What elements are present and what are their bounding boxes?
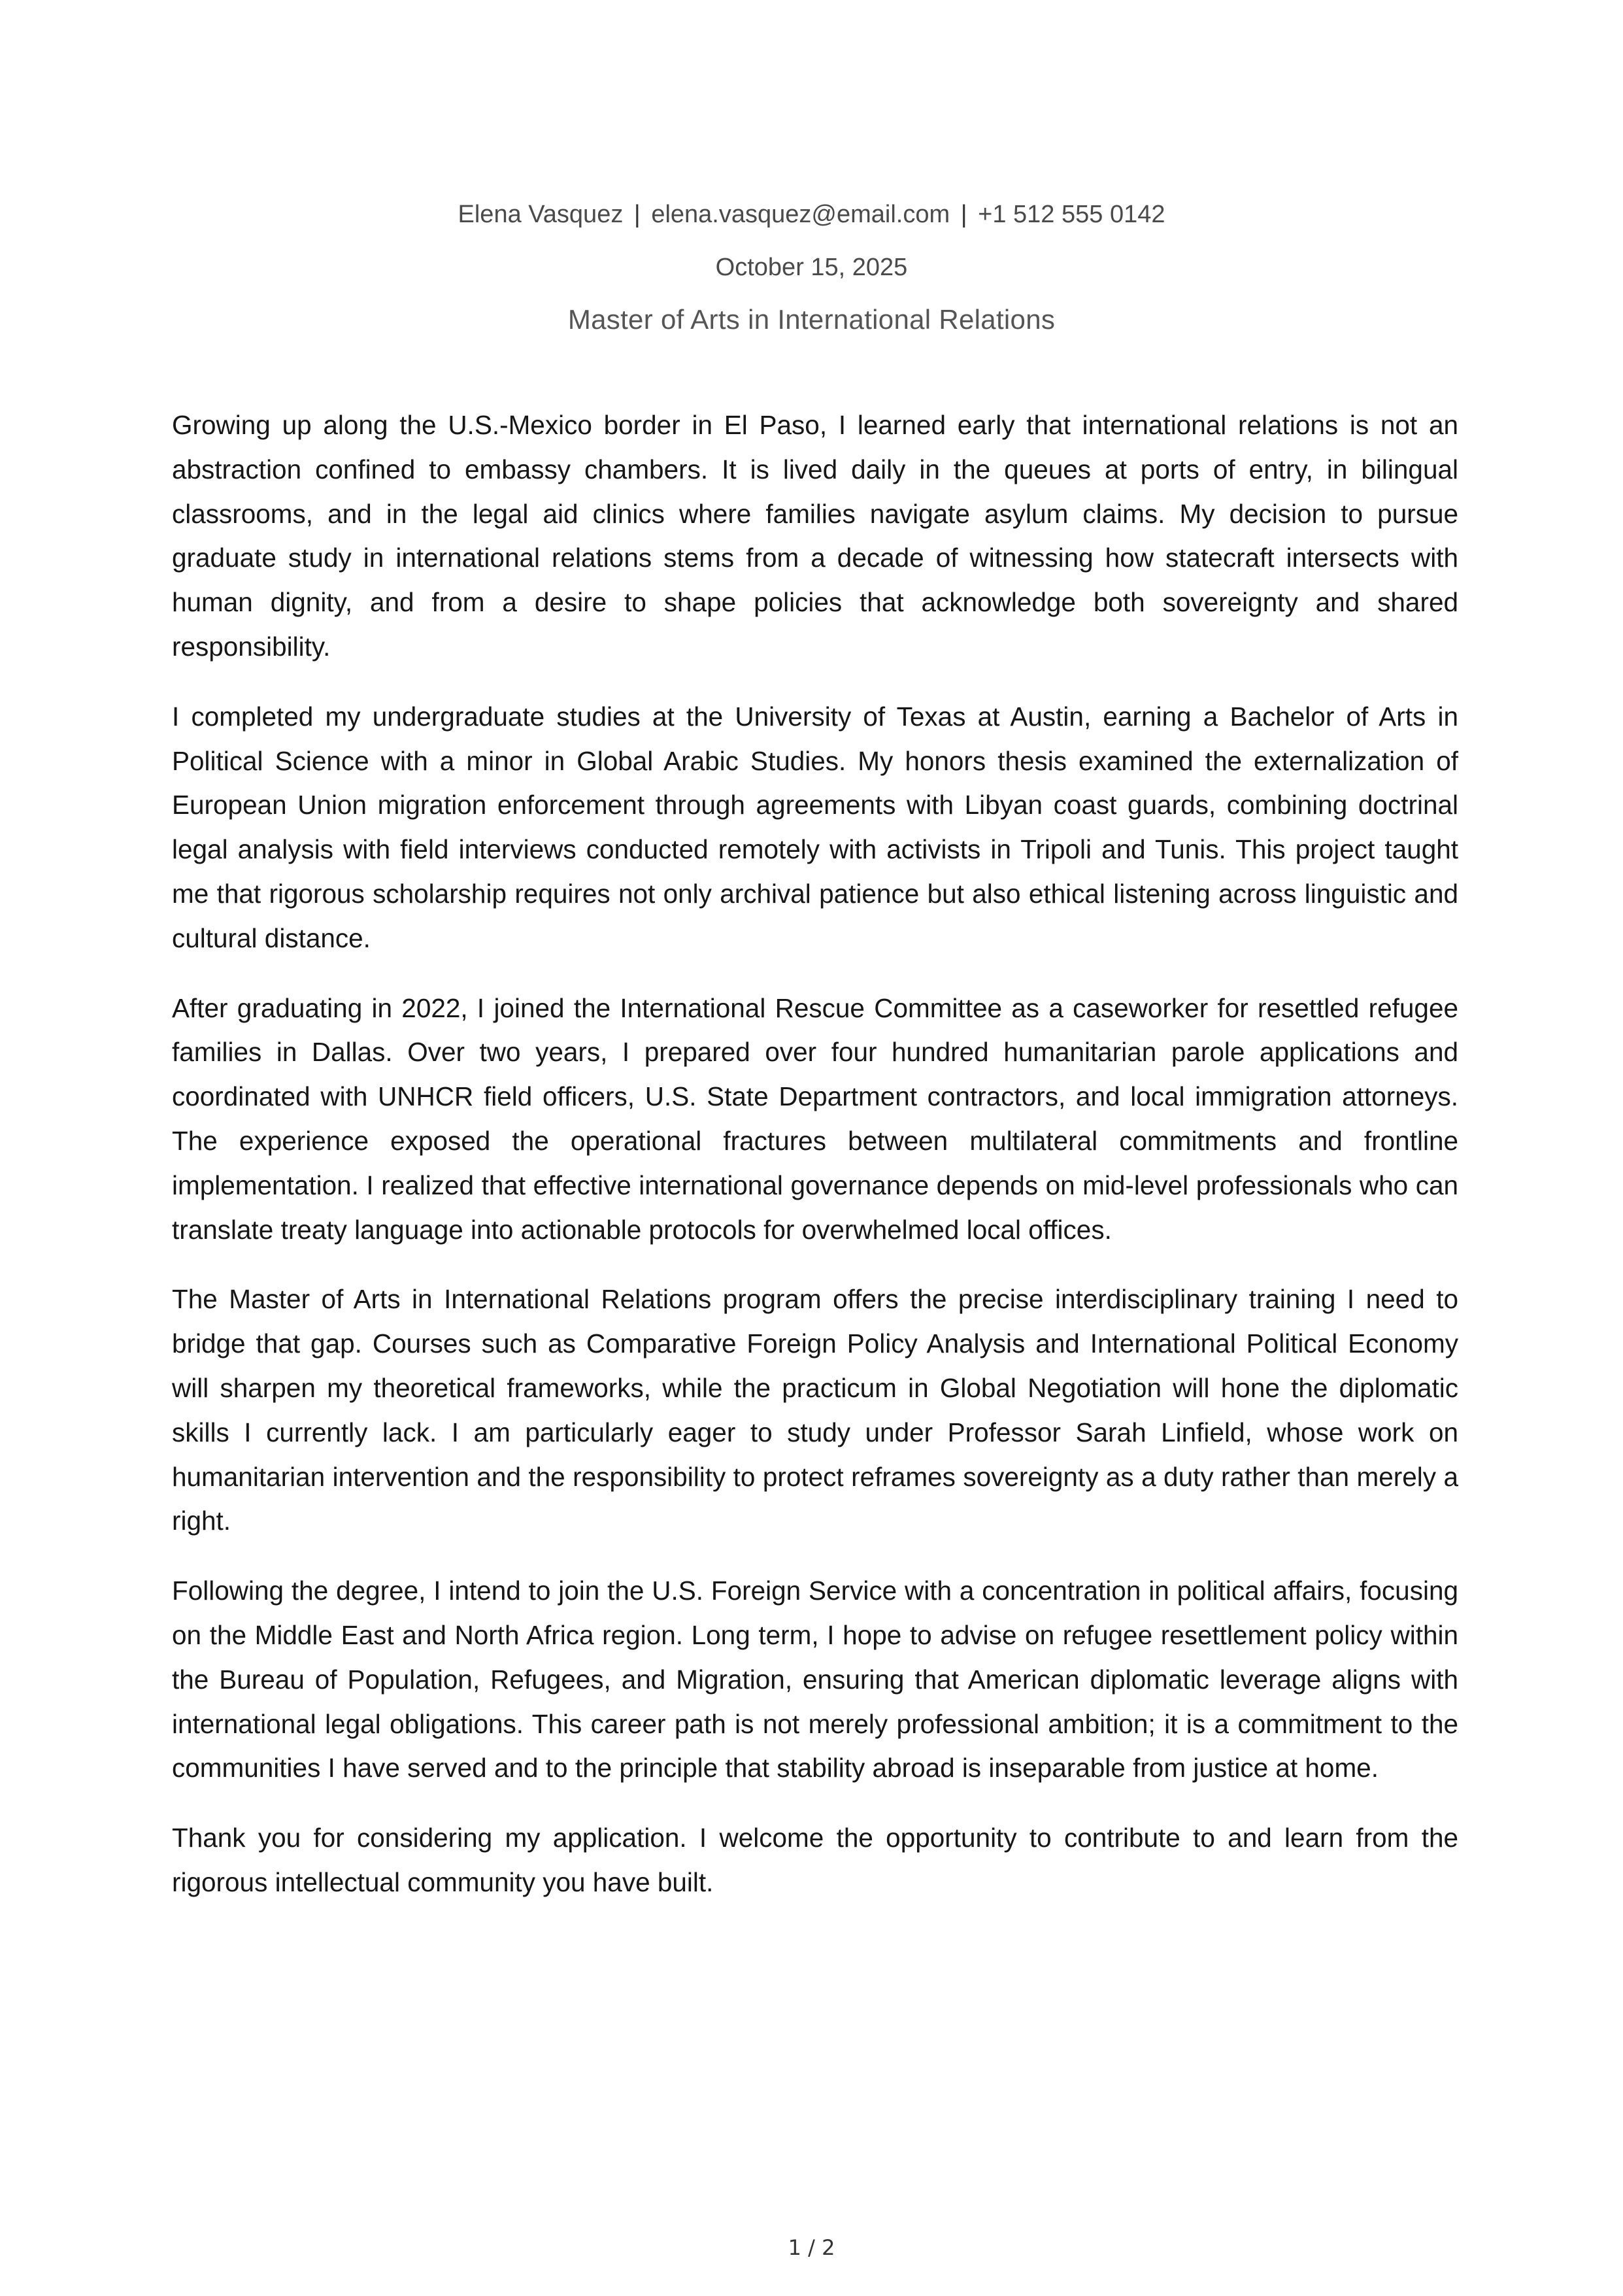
body-paragraph: Following the degree, I intend to join the U.S. Foreign Service with a concentration in political affairs, focusing on the Middle East and North Africa region. Long term, I hope to advise on refugee resettlement policy within the Bureau of Population, Refugees, and Migration, ensuring that American diplomatic leverage aligns with international legal obligations. This career path is not merely professional ambition; it is a commitment to the communities I have served and to the principle that stability abroad is inseparable from justice at home. xyxy=(172,1576,1458,1783)
applicant-phone: +1 512 555 0142 xyxy=(978,201,1165,228)
page-number: 1 / 2 xyxy=(788,2235,835,2260)
letter-header xyxy=(0,195,1623,339)
letter-date: October 15, 2025 xyxy=(715,254,908,281)
applicant-name: Elena Vasquez xyxy=(458,201,624,228)
applicant-email: elena.vasquez@email.com xyxy=(651,201,950,228)
separator: | xyxy=(960,201,967,228)
body-paragraph: The Master of Arts in International Relations program offers the precise interdisciplinary training I need to bridge that gap. Courses such as Comparative Foreign Policy Analysis and International Political Economy will sharpen my theoretical frameworks, while the practicum in Global Negotiation will hone the diplomatic skills I currently lack. I am particularly eager to study under Professor Sarah Linfield, whose work on humanitarian intervention and the responsibility to protect reframes sovereignty as a duty rather than merely a right. xyxy=(172,1284,1458,1536)
body-paragraph: After graduating in 2022, I joined the International Rescue Committee as a caseworker for resettled refugee families in Dallas. Over two years, I prepared over four hundred humanitarian parole applications and coordinated with UNHCR field officers, U.S. State Department contractors, and local immigration attorneys. The experience exposed the operational fractures between multilateral commitments and frontline implementation. I realized that effective international governance depends on mid-level professionals who can translate treaty language into actionable protocols for overwhelmed local offices. xyxy=(172,992,1458,1245)
body-paragraph: Growing up along the U.S.-Mexico border in El Paso, I learned early that international relations is not an abstraction confined to embassy chambers. It is lived daily in the queues at ports of entry, in bilingual classrooms, and in the legal aid clinics where families navigate asylum claims. My decision to pursue graduate study in international relations stems from a decade of witnessing how statecraft intersects with human dignity, and from a desire to shape policies that acknowledge both sovereignty and shared responsibility. xyxy=(172,410,1458,662)
body-paragraph: I completed my undergraduate studies at the University of Texas at Austin, earning a Bachelor of Arts in Political Science with a minor in Global Arabic Studies. My honors thesis examined the externalization of European Union migration enforcement through agreements with Libyan coast guards, combining doctrinal legal analysis with field interviews conducted remotely with activists in Tripoli and Tunis. This project taught me that rigorous scholarship requires not only archival patience but also ethical listening across linguistic and cultural distance. xyxy=(172,701,1458,953)
separator: | xyxy=(633,201,641,228)
contact-line xyxy=(0,195,1623,234)
program-title: Master of Arts in International Relations xyxy=(567,304,1056,335)
body-paragraph: Thank you for considering my application. I welcome the opportunity to contribute to and learn from the rigorous intellectual community you have built. xyxy=(172,1823,1458,1897)
letter-body xyxy=(172,403,1458,1931)
